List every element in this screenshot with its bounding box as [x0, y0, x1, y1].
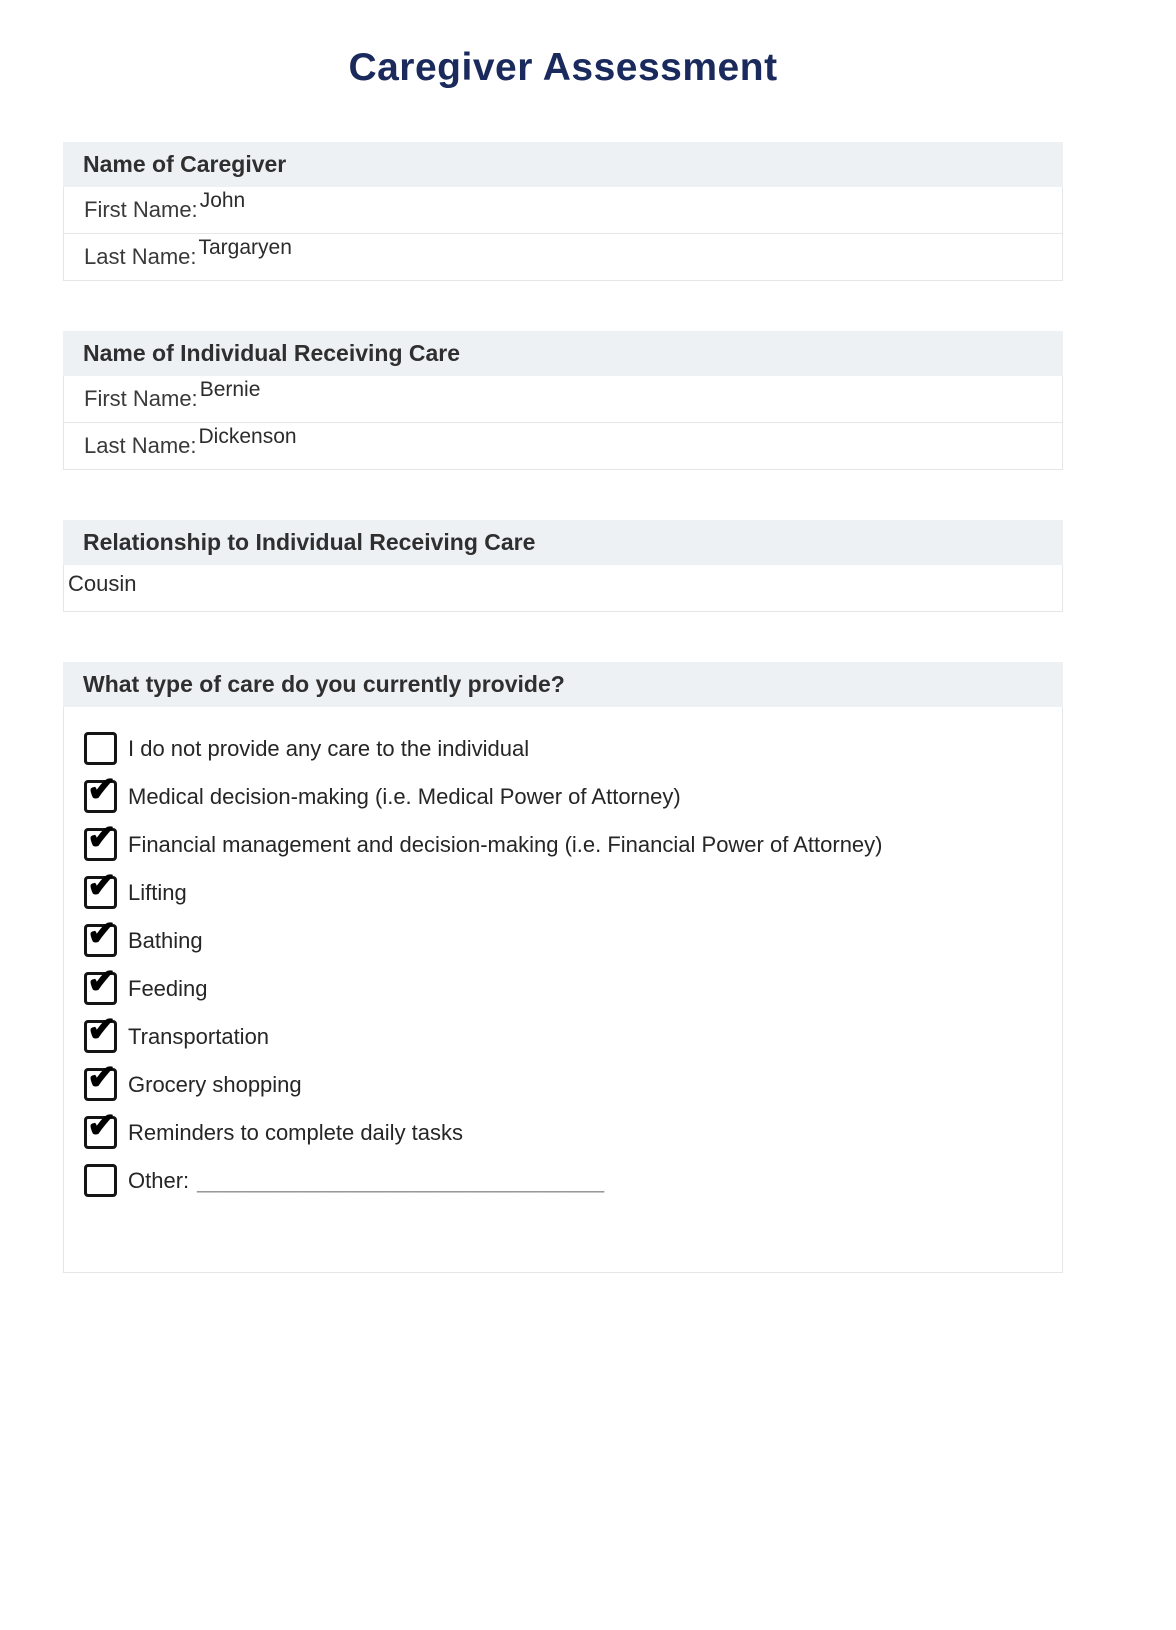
- relationship-section-header: Relationship to Individual Receiving Care: [63, 520, 1063, 565]
- care-option-row: [84, 1106, 1062, 1149]
- caregiver-first-name-label: First Name:: [84, 197, 198, 222]
- relationship-value[interactable]: Cousin: [68, 571, 137, 596]
- care-option-row: [84, 1010, 1062, 1053]
- care-option-label: Grocery shopping: [128, 1071, 302, 1097]
- care-option-label: I do not provide any care to the individual: [128, 735, 530, 761]
- checkbox[interactable]: [84, 962, 117, 1005]
- recipient-last-name-label: Last Name:: [84, 433, 197, 458]
- recipient-first-name-row: [63, 376, 1063, 423]
- care-option-row: [84, 962, 1062, 1005]
- care-option-row: [84, 818, 1062, 861]
- care-types-section-header: What type of care do you currently provide?: [63, 662, 1063, 707]
- recipient-section-header: Name of Individual Receiving Care: [63, 331, 1063, 376]
- relationship-row: [63, 565, 1063, 612]
- checkmark-icon: ✔: [87, 1106, 117, 1145]
- care-option-label: Medical decision-making (i.e. Medical Power of Attorney): [128, 783, 681, 809]
- page-title: Caregiver Assessment: [348, 46, 778, 89]
- recipient-first-name-value[interactable]: Bernie: [199, 378, 261, 401]
- checkmark-icon: ✔: [87, 818, 117, 857]
- checkmark-icon: ✔: [87, 770, 117, 809]
- care-option-row: [84, 732, 1062, 765]
- care-option-label: Other:: [128, 1167, 190, 1193]
- checkbox[interactable]: [84, 914, 117, 957]
- care-option-row: [84, 866, 1062, 909]
- caregiver-last-name-row: [63, 234, 1063, 281]
- checkbox[interactable]: [84, 1058, 117, 1101]
- section-recipient-name: [63, 331, 1063, 470]
- section-caregiver-name: [63, 142, 1063, 281]
- caregiver-first-name-value[interactable]: John: [199, 189, 246, 212]
- checkbox[interactable]: [84, 1010, 117, 1053]
- checkbox[interactable]: [84, 732, 117, 765]
- care-options-list: [63, 707, 1063, 1273]
- section-care-types: [63, 662, 1063, 1273]
- section-relationship: [63, 520, 1063, 612]
- checkmark-icon: ✔: [87, 962, 117, 1001]
- recipient-first-name-label: First Name:: [84, 386, 198, 411]
- caregiver-first-name-row: [63, 187, 1063, 234]
- checkmark-icon: ✔: [87, 914, 117, 953]
- care-option-label: Bathing: [128, 927, 203, 953]
- care-option-row: [84, 1058, 1062, 1101]
- checkmark-icon: ✔: [87, 866, 117, 905]
- checkbox[interactable]: [84, 866, 117, 909]
- caregiver-last-name-value[interactable]: Targaryen: [198, 236, 292, 259]
- checkbox[interactable]: [84, 818, 117, 861]
- checkmark-icon: ✔: [87, 1010, 117, 1049]
- care-option-label: Lifting: [128, 879, 187, 905]
- recipient-last-name-row: [63, 423, 1063, 470]
- care-option-label: Reminders to complete daily tasks: [128, 1119, 464, 1145]
- checkbox[interactable]: [84, 1164, 117, 1197]
- other-write-in-line[interactable]: ________________________________: [197, 1167, 605, 1193]
- care-option-row: [84, 914, 1062, 957]
- care-option-row: [84, 1164, 1062, 1197]
- form-content: [63, 142, 1063, 1273]
- care-option-label: Transportation: [128, 1023, 270, 1049]
- care-option-row: [84, 770, 1062, 813]
- caregiver-section-header: Name of Caregiver: [63, 142, 1063, 187]
- checkmark-icon: ✔: [87, 1058, 117, 1097]
- checkbox[interactable]: [84, 1106, 117, 1149]
- care-option-label: Feeding: [128, 975, 208, 1001]
- care-option-label: Financial management and decision-making (i.e. Financial Power of Attorney): [128, 831, 883, 857]
- caregiver-last-name-label: Last Name:: [84, 244, 197, 269]
- checkbox[interactable]: [84, 770, 117, 813]
- recipient-last-name-value[interactable]: Dickenson: [198, 425, 297, 448]
